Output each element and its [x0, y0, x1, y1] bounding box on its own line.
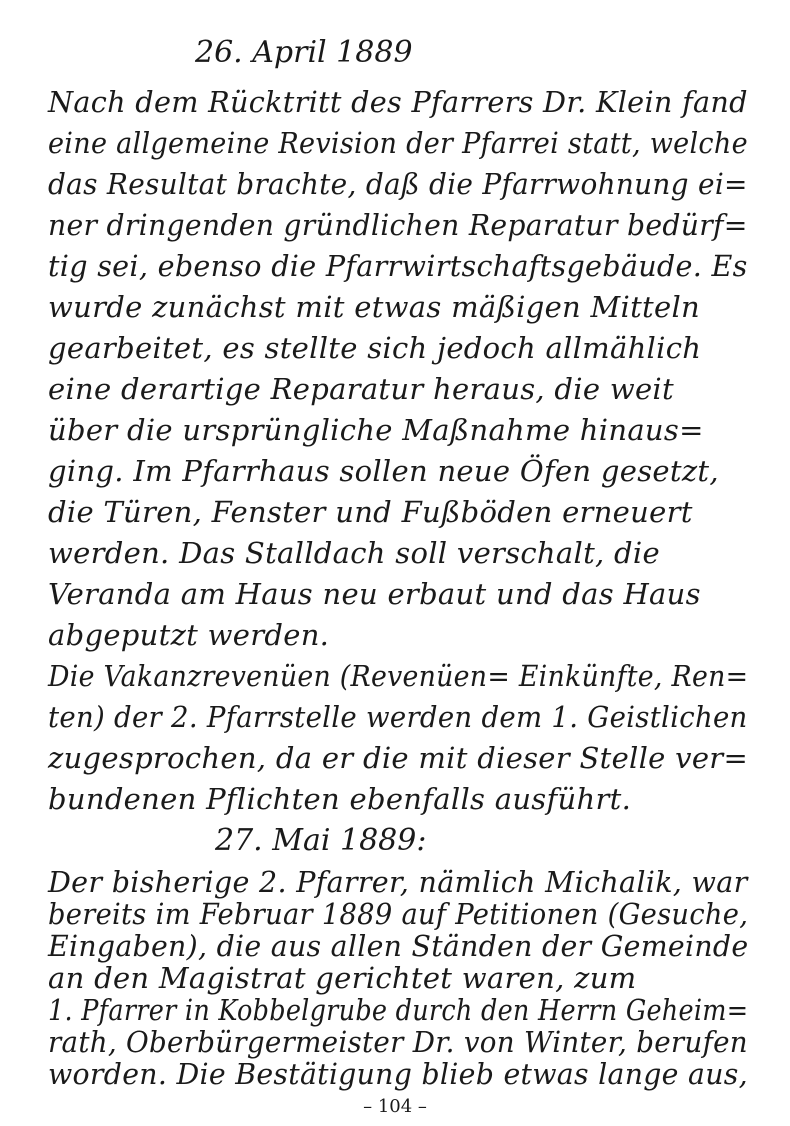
text-line: 1. Pfarrer in Kobbelgrube durch den Herrn Geheim= [48, 993, 749, 1027]
text-line: abgeputzt werden. [48, 618, 330, 652]
text-line: ner dringenden gründlichen Reparatur bedürf= [48, 208, 748, 242]
text-line: rath, Oberbürgermeister Dr. von Winter, berufen [48, 1025, 748, 1059]
text-line: Der bisherige 2. Pfarrer, nämlich Michalik, war [48, 865, 748, 899]
text-line: über die ursprüngliche Maßnahme hinaus= [48, 413, 704, 447]
entry-date-april: 26. April 1889 [195, 35, 413, 70]
text-line: gearbeitet, es stellte sich jedoch allmählich [48, 331, 702, 365]
text-line: worden. Die Bestätigung blieb etwas lange aus, [48, 1057, 748, 1091]
text-line: bereits im Februar 1889 auf Petitionen (Gesuche, [48, 897, 749, 931]
page-number: – 104 – [363, 1096, 427, 1117]
text-line: an den Magistrat gerichtet waren, zum [48, 961, 637, 995]
text-line: die Türen, Fenster und Fußböden erneuert [48, 495, 693, 529]
text-line: bundenen Pflichten ebenfalls ausführt. [48, 782, 632, 816]
entry-date-may: 27. Mai 1889: [215, 823, 427, 858]
text-line: tig sei, ebenso die Pfarrwirtschaftsgebäude. Es [48, 249, 748, 283]
text-line: ten) der 2. Pfarrstelle werden dem 1. Geistlichen [48, 700, 748, 734]
text-line: Nach dem Rücktritt des Pfarrers Dr. Klein fand [48, 85, 748, 119]
text-line: Die Vakanzrevenüen (Revenüen= Einkünfte, Ren= [48, 659, 749, 693]
text-line: eine derartige Reparatur heraus, die weit [48, 372, 674, 406]
text-line: eine allgemeine Revision der Pfarrei statt, welche [48, 126, 748, 160]
text-line: Veranda am Haus neu erbaut und das Haus [48, 577, 701, 611]
text-line: werden. Das Stalldach soll verschalt, die [48, 536, 660, 570]
text-line: wurde zunächst mit etwas mäßigen Mitteln [48, 290, 701, 324]
text-line: ging. Im Pfarrhaus sollen neue Öfen gesetzt, [48, 454, 719, 488]
text-line: Eingaben), die aus allen Ständen der Gemeinde [48, 929, 749, 963]
text-line: das Resultat brachte, daß die Pfarrwohnung ei= [48, 167, 748, 201]
text-line: zugesprochen, da er die mit dieser Stelle ver= [48, 741, 749, 775]
